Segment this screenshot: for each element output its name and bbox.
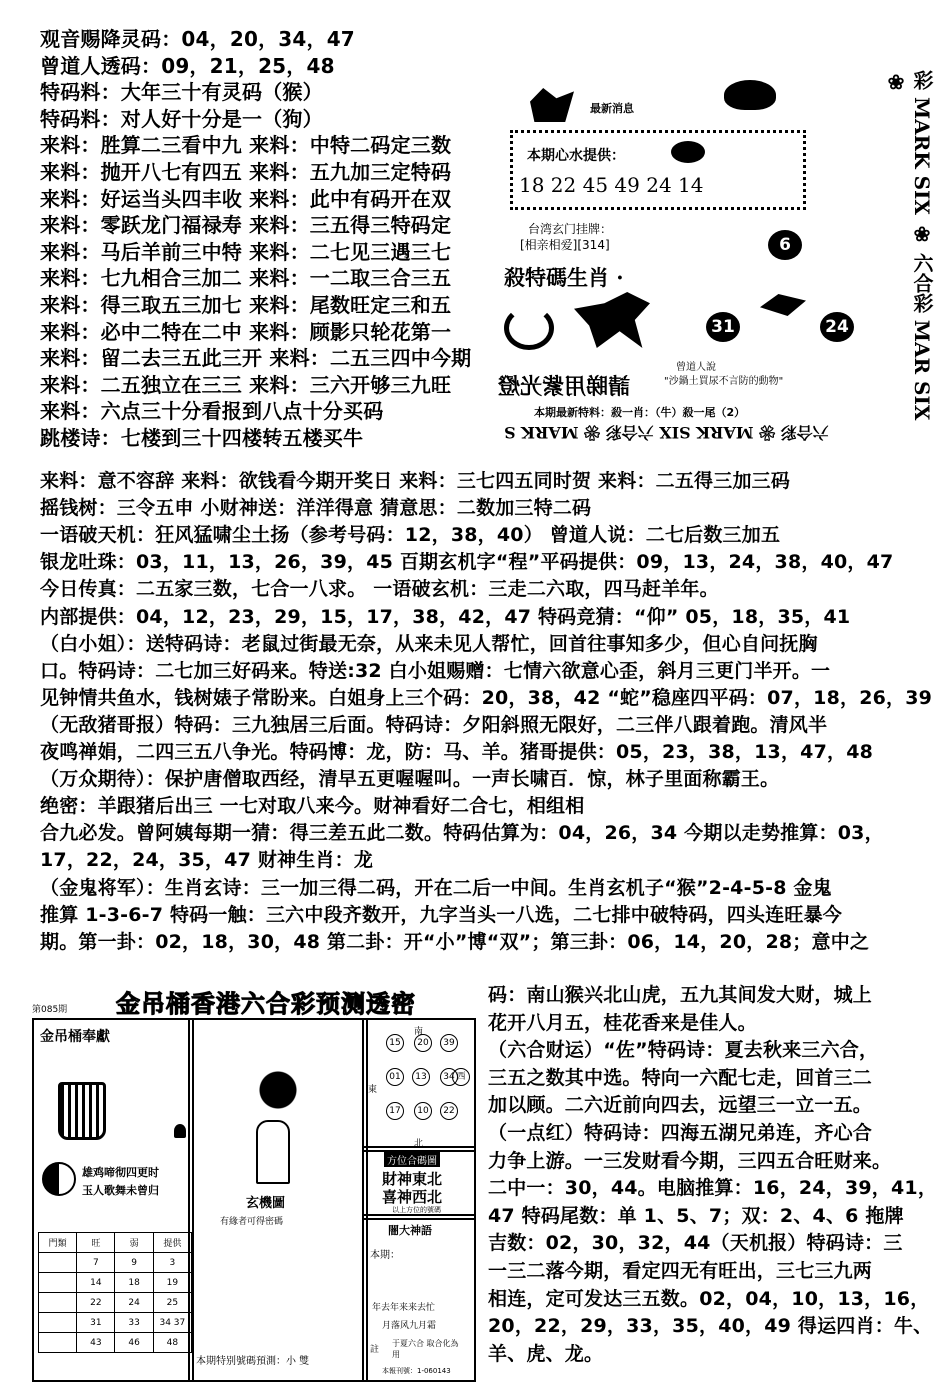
fangwei-sub: 以上方位的號碼 <box>392 1206 441 1214</box>
mark-six-bar: 六合彩 ❀ MARK SIX 六合彩 ❀ MARK S <box>504 423 829 442</box>
right-col-line: 相连，定可发达三五数。02，04，10，13，16， <box>488 1287 930 1310</box>
wide-line: 内部提供：04，12，23，29，15，17，38，42，47 特码竞猜：“仰” 05，18，35，41 <box>40 605 851 628</box>
compass-number: 西 <box>452 1068 470 1086</box>
heart-label: 本期心水提供： <box>527 148 625 164</box>
wide-line: 一语破天机：狂风猛啸尘土扬（参考号码：12，38，40） 曾道人说：二七后数三加五 <box>40 524 781 547</box>
fangwei-line-2: 喜神西北 <box>382 1188 443 1206</box>
table-cell: 19 <box>153 1273 191 1293</box>
table-cell <box>39 1333 77 1353</box>
left-line: 跳楼诗：七楼到三十四楼转五楼买牛 <box>40 426 364 450</box>
left-frame <box>32 1018 194 1382</box>
riddle-line-1: 年去年来来去忙 <box>372 1303 436 1313</box>
compass-number: 01 <box>386 1068 404 1086</box>
right-col-line: 花开八月五，桂花香来是佳人。 <box>488 1011 757 1034</box>
left-line: 来料：胜算二三看中九 来料：中特二码定三数 <box>40 133 452 158</box>
wide-line: （金鬼将军）：生肖玄诗：三一加三得二码，开在二后一中间。生肖玄机子“猴”2-4-5-8 金鬼 <box>40 876 832 899</box>
riddle-title: 闇大神語 <box>388 1224 432 1237</box>
dragon-icon <box>760 294 806 316</box>
riddle-line-2: 月落风九月霜 <box>382 1321 437 1331</box>
ball-31: 31 <box>706 312 740 342</box>
wide-line: 绝密：羊跟猪后出三 一七对取八来今。财神看好二合七，相组相 <box>40 795 585 818</box>
table-cell: 9 <box>115 1253 153 1273</box>
compass-number: 15 <box>386 1034 404 1052</box>
left-line: 来料：马后羊前三中特 来料：二七见三遇三七 <box>40 239 452 264</box>
taiwan-label: 台湾玄门挂牌： <box>528 222 613 236</box>
table-cell: 34 37 <box>153 1313 191 1333</box>
left-line: 来料：二五独立在三三 来料：三六开够三九旺 <box>40 372 452 397</box>
middle-frame <box>188 1018 368 1382</box>
wide-line: 今日传真：二五家三数，七合一八求。 一语破玄机：三走二六取，四马赶羊年。 <box>40 578 719 601</box>
top-right-block <box>498 70 908 440</box>
issue-number: 第085期 <box>32 1005 68 1015</box>
table-row <box>39 1293 192 1313</box>
compass-number: 13 <box>412 1068 430 1086</box>
table-cell <box>39 1273 77 1293</box>
table-cell: 31 <box>77 1313 115 1333</box>
compass-number: 20 <box>414 1034 432 1052</box>
table-header: 提供 <box>153 1233 191 1253</box>
table-header: 門類 <box>39 1233 77 1253</box>
wide-line: 17，22，24，35，47 财神生肖：龙 <box>40 849 374 872</box>
left-line: 来料：留二去三五此三开 来料：二五三四中今期 <box>40 346 472 371</box>
right-col-line: 47 特码尾数：单 1、5、7；双：2、4、6 拖牌 <box>488 1204 904 1227</box>
riddle-note-label: 註 <box>370 1345 380 1355</box>
latest-tip: 本期最新特料：殺一肖：（牛）殺一尾（2） <box>534 406 746 419</box>
latest-news: 最新消息 <box>590 102 634 115</box>
right-col-line: （一点红）特码诗：四海五湖兄弟连，齐心合 <box>488 1122 873 1144</box>
bottom-panel <box>28 976 480 1382</box>
poem-line-1: 雄鸡啼彻四更时 <box>82 1166 159 1179</box>
table-cell: 3 <box>153 1253 191 1273</box>
right-col-line: 二中一：30，44。电脑推算：16，24，39，41， <box>488 1177 938 1200</box>
right-col-line: 一三二落今期，看定四无有旺出，三七三九两 <box>488 1260 873 1282</box>
bird-icon <box>724 80 776 110</box>
right-col-line: 羊、虎、龙。 <box>488 1342 604 1365</box>
compass-east: 東 <box>368 1085 378 1095</box>
zeng-quote: "沙鍋土買尿不言防的動物" <box>664 376 784 387</box>
wide-line: （白小姐）：送特码诗：老鼠过街最无奈，从来未见人帮忙，回首往事知多少，但心自问抚胸 <box>40 632 818 655</box>
table-row <box>39 1273 192 1293</box>
table-cell: 25 <box>153 1293 191 1313</box>
logo-icon <box>530 88 574 122</box>
left-line: 曾道人透码：09，21，25，48 <box>40 53 335 78</box>
heart-numbers: 18 22 45 49 24 14 <box>519 173 704 197</box>
number-table <box>38 1232 192 1353</box>
wide-line: 来料：意不容辞 来料：欲钱看今期开奖日 来料：三七四五同时贺 来料：二五得三加三码 <box>40 470 791 492</box>
ball-6: 6 <box>768 230 802 260</box>
table-cell: 7 <box>77 1253 115 1273</box>
fangwei-title: 方位合碼圖 <box>384 1152 440 1167</box>
compass-number: 39 <box>440 1034 458 1052</box>
wide-line: 夜鸣禅娟，二四三五八争光。特码博：龙，防：马、羊。猪哥提供：05，23，38，13，47，48 <box>40 741 874 763</box>
cat-icon <box>174 1124 186 1138</box>
left-line: 来料：抛开八七有四五 来料：五九加三定特码 <box>40 160 452 184</box>
riddle-note: 于夏六合 取合化為用 <box>392 1339 459 1359</box>
wide-line: 推算 1-3-6-7 特码一触：三六中段齐数开，九字当头一八选，二七排中破特码，四头连旺暴今 <box>40 903 842 926</box>
table-row <box>39 1253 192 1273</box>
snake-icon <box>504 306 554 350</box>
left-line: 观音赐降灵码：04，20，34，47 <box>40 27 355 51</box>
zeng-says: 曾道人說 <box>676 362 716 373</box>
bucket-icon <box>58 1082 106 1140</box>
wide-line: （无敌猪哥报）特码：三九独居三后面。特码诗：夕阳斜照无限好，二三伴八跟着跑。清风半 <box>40 713 828 736</box>
fangwei-frame <box>362 1146 476 1220</box>
right-col-line: 力争上游。一三发财看今期，三四五合旺财来。 <box>488 1149 892 1172</box>
left-line: 特码料：对人好十分是一（狗） <box>40 106 323 131</box>
table-cell: 14 <box>77 1273 115 1293</box>
special-text: 本期特别號碼預測：小 雙 <box>196 1356 310 1367</box>
fangwei-line-1: 財神東北 <box>382 1170 443 1188</box>
wide-line: 期。第一卦：02，18，30，48 第二卦：开“小”博“双”；第三卦：06，14，20，28；意中之 <box>40 930 870 953</box>
mirror-text: 請睇用紫光燈 <box>498 374 631 400</box>
wide-line: （万众期待）：保护唐僧取西经，清早五更喔喔叫。一声长啸百．惊，林子里面称霸王。 <box>40 768 780 791</box>
right-col-line: （六合财运）“佐”特码诗：夏去秋来三六合， <box>488 1039 879 1062</box>
ball-24: 24 <box>820 312 854 342</box>
table-cell: 43 <box>77 1333 115 1353</box>
right-col-line: 20，22，29，33，35，40，49 得运四肖：牛、 <box>488 1315 933 1338</box>
table-cell: 18 <box>115 1273 153 1293</box>
wide-line: 摇钱树：三令五申 小财神送：洋洋得意 猜意思：二数加三特二码 <box>40 497 592 520</box>
compass-number: 10 <box>414 1102 432 1120</box>
banner-title: 金吊桶香港六合彩预测透密 <box>116 990 416 1018</box>
table-header: 旺 <box>77 1233 115 1253</box>
right-col-line: 吉数：02，30，32，44（天机报）特码诗：三 <box>488 1232 903 1255</box>
table-row <box>39 1333 192 1353</box>
left-line: 来料：七九相合三加二 来料：一二取三合三五 <box>40 266 452 291</box>
heart-dot <box>671 141 705 163</box>
xuanji-sub: 有緣者可得密碼 <box>220 1217 284 1227</box>
taiwan-value: [相亲相爱][314] <box>520 238 610 252</box>
riddle-frame <box>362 1214 476 1382</box>
kill-zodiac-title: 殺特碼生肖 · <box>504 265 624 290</box>
compass-number: 17 <box>386 1102 404 1120</box>
box1-title: 金吊桶奉獻 <box>40 1029 110 1045</box>
yinyang-icon <box>42 1162 76 1196</box>
heart-box <box>510 130 806 210</box>
compass-south: 南 <box>414 1027 424 1037</box>
horse-icon <box>574 292 650 348</box>
left-line: 来料：必中二特在二中 来料：顾影只轮花第一 <box>40 319 452 344</box>
table-cell: 33 <box>115 1313 153 1333</box>
left-line: 来料：得三取五三加七 来料：尾数旺定三和五 <box>40 293 452 317</box>
table-cell: 46 <box>115 1333 153 1353</box>
table-cell: 24 <box>115 1293 153 1313</box>
right-col-line: 码：南山猴兴北山虎，五九其间发大财，城上 <box>488 984 873 1006</box>
wide-line: 口。特码诗：二七加三好码来。特送:32 白小姐赐赠：七情六欲意心歪，斜月三更门半开。一 <box>40 659 831 682</box>
table-cell: 48 <box>153 1333 191 1353</box>
table-cell <box>39 1293 77 1313</box>
right-col-line: 三五之数其中选。特向一六配七走，回首三二 <box>488 1066 873 1089</box>
vertical-mark-six: 彩 MARK SIX ❀ 六合彩 MAR SIX ❀ <box>884 70 934 421</box>
wide-line: 合九必发。曾阿姨每期一猜：得三差五此二数。特码估算为：04，26，34 今期以走势推算：03， <box>40 822 884 845</box>
wide-line: 见钟情共鱼水，钱树婊子常盼来。白姐身上三个码：20，38，42 “蛇”稳座四平码：07，18，26，39 <box>40 686 933 709</box>
compass-number: 34 <box>440 1068 458 1086</box>
xuanji-label: 玄機圖 <box>246 1196 286 1211</box>
person-icon <box>256 1120 290 1184</box>
tel: 本報刊號：1-060143 <box>382 1367 451 1375</box>
wide-line: 银龙吐珠：03，11，13，26，39，45 百期玄机字“程”平码提供：09，13，24，38，40，47 <box>40 551 894 574</box>
compass-north: 北 <box>414 1139 424 1149</box>
table-cell: 22 <box>77 1293 115 1313</box>
table-row <box>39 1313 192 1333</box>
riddle-label: 本期： <box>370 1250 400 1261</box>
left-line: 来料：好运当头四丰收 来料：此中有码开在双 <box>40 186 452 211</box>
left-line: 来料：零跃龙门福禄寿 来料：三五得三特码定 <box>40 213 452 238</box>
table-cell <box>39 1313 77 1333</box>
right-col-line: 加以顾。二六近前向四去，远望三一立一五。 <box>488 1094 873 1117</box>
compass-number: 22 <box>440 1102 458 1120</box>
table-cell <box>39 1253 77 1273</box>
poem-line-2: 玉人歌舞未曾归 <box>82 1184 159 1197</box>
compass-frame <box>362 1018 476 1152</box>
left-line: 来料：六点三十分看报到八点十分买码 <box>40 399 384 424</box>
left-line: 特码料：大年三十有灵码（猴） <box>40 80 323 105</box>
table-header: 弱 <box>115 1233 153 1253</box>
